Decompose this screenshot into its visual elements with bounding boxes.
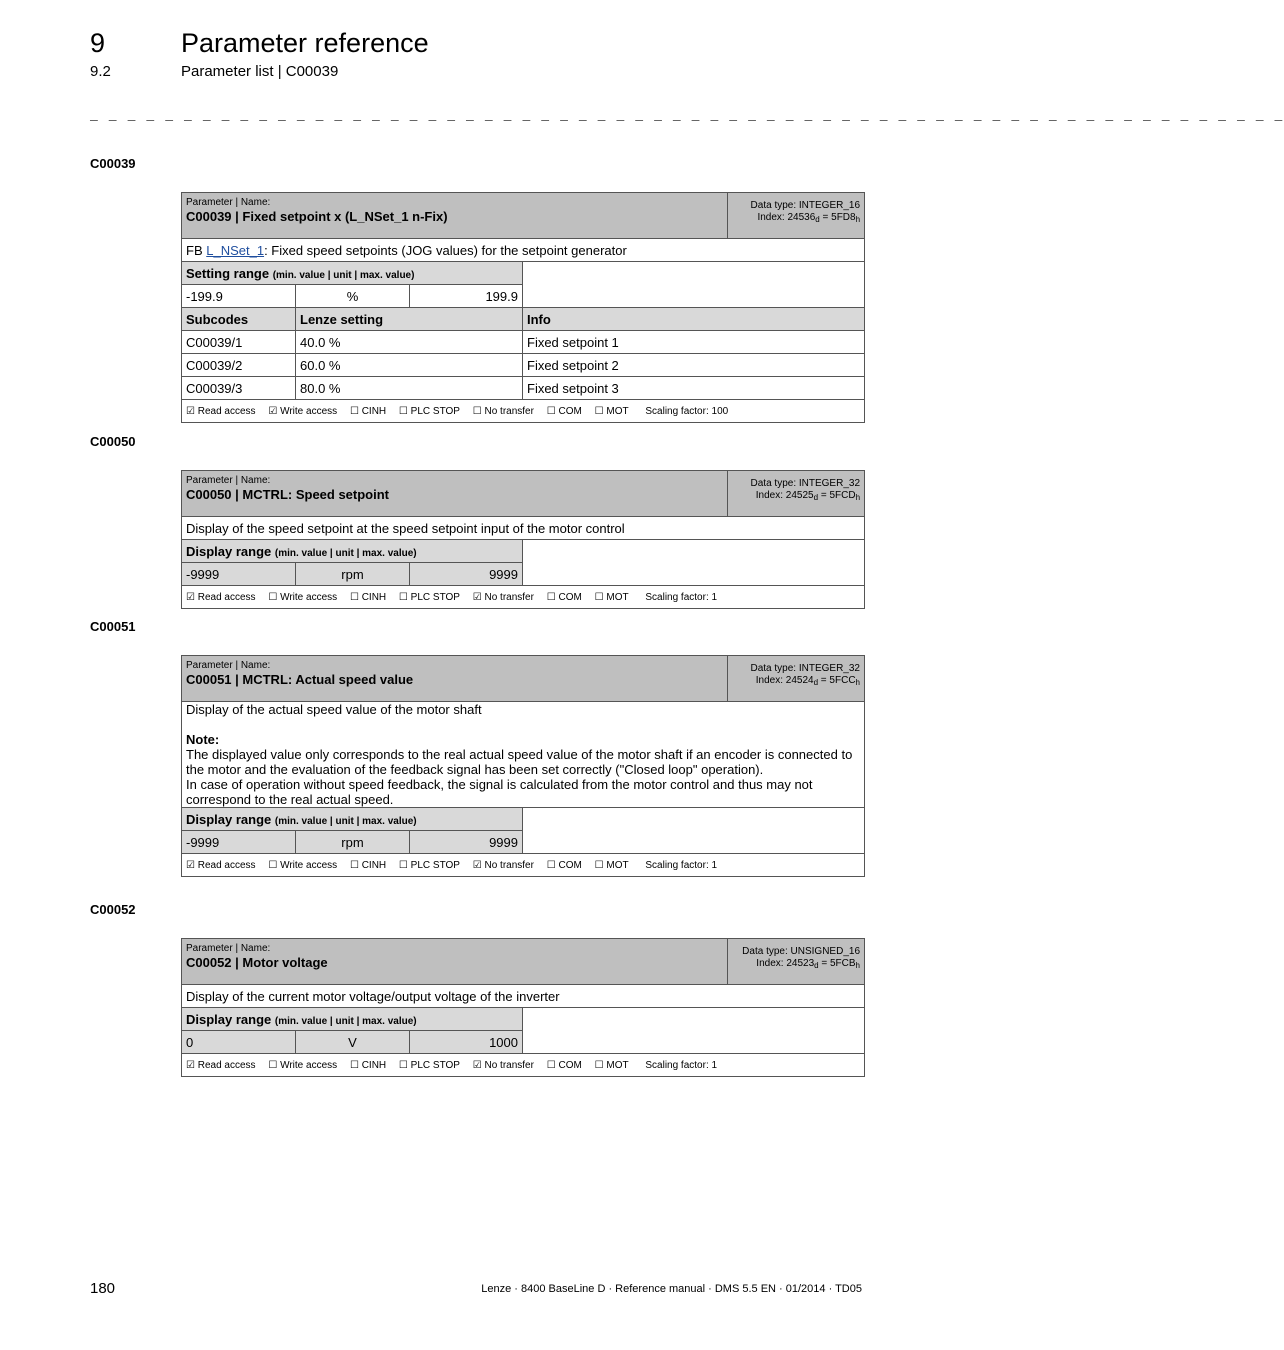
no-transfer-flag: ☑ No transfer <box>472 1059 534 1071</box>
chapter-number: 9 <box>90 28 106 58</box>
range-max: 199.9 <box>410 285 523 308</box>
read-access-flag: ☑ Read access <box>186 1059 256 1071</box>
param-name-cell <box>182 193 728 239</box>
com-flag: ☐ COM <box>546 591 582 603</box>
range-max: 1000 <box>410 1031 523 1054</box>
lenze-setting: 40.0 % <box>296 331 523 354</box>
param-table-c00050 <box>181 470 865 609</box>
lenze-setting-header: Lenze setting <box>296 308 523 331</box>
param-name-cell: Parameter | Name: C00050 | MCTRL: Speed setpoint <box>182 471 728 517</box>
cinh-flag: ☐ CINH <box>349 405 387 417</box>
range-unit: rpm <box>296 563 410 586</box>
read-access-flag: ☑ Read access <box>186 405 256 417</box>
access-flags <box>182 586 865 609</box>
info-header: Info <box>523 308 865 331</box>
plc-stop-flag: ☐ PLC STOP <box>398 405 460 417</box>
param-heading-c00050: C00050 <box>90 434 136 449</box>
com-flag: ☐ COM <box>546 859 582 871</box>
param-name: C00052 | Motor voltage <box>186 955 328 970</box>
header-rule: _ _ _ _ _ _ _ _ _ _ _ _ _ _ _ _ _ _ _ _ _ _ _ _ _ _ _ _ _ _ _ _ _ _ _ _ _ _ _ _ _ _ _ _ _ _ _ _ _ _ _ _ _ _ _ _ _ _ _ _ _ _ _ _ <box>90 108 1284 123</box>
lenze-setting: 60.0 % <box>296 354 523 377</box>
param-table-c00052 <box>181 938 865 1077</box>
write-access-flag: ☐ Write access <box>268 1059 338 1071</box>
display-range-header: Display range (min. value | unit | max. value) <box>182 540 523 563</box>
setting-range-header: Setting range (min. value | unit | max. value) <box>182 262 523 285</box>
param-description: Display of the actual speed value of the motor shaft Note: The displayed value only corresponds to the real actual speed value of the motor shaft if an encoder is connected to the motor and the evaluation of the feedback signal has been set correctly ("Closed loop" operation). In case of operation without speed feedback, the signal is calculated from the motor control and thus may not correspond to the real actual speed. <box>182 702 865 808</box>
page-number: 180 <box>90 1280 116 1297</box>
param-name: C00050 | MCTRL: Speed setpoint <box>186 487 390 502</box>
write-access-flag: ☐ Write access <box>268 859 338 871</box>
table-row <box>182 354 865 377</box>
scaling-factor: Scaling factor: 1 <box>645 859 718 871</box>
footer-doc-info: Lenze · 8400 BaseLine D · Reference manual · DMS 5.5 EN · 01/2014 · TD05 <box>481 1283 862 1295</box>
section-number: 9.2 <box>90 63 111 80</box>
range-blank <box>523 1008 865 1054</box>
data-type-cell: Data type: INTEGER_32 Index: $24525_d = 5FCD_h$ <box>728 471 865 517</box>
cinh-flag: ☐ CINH <box>349 1059 387 1071</box>
mot-flag: ☐ MOT <box>594 859 629 871</box>
plc-stop-flag: ☐ PLC STOP <box>398 1059 460 1071</box>
range-unit: rpm <box>296 831 410 854</box>
display-range-header: Display range (min. value | unit | max. value) <box>182 1008 523 1031</box>
note-label: Note: <box>186 732 220 747</box>
subcode: C00039/3 <box>182 377 296 400</box>
info: Fixed setpoint 2 <box>523 354 865 377</box>
info: Fixed setpoint 3 <box>523 377 865 400</box>
no-transfer-flag: ☑ No transfer <box>472 859 534 871</box>
cinh-flag: ☐ CINH <box>349 591 387 603</box>
note-text-1: The displayed value only corresponds to the real actual speed value of the motor shaft if an encoder is connected to the motor and the evaluation of the feedback signal has been set correctly ("Closed loop" operation). <box>186 747 853 777</box>
range-unit: V <box>296 1031 410 1054</box>
index-suffix: = 5FD8 <box>819 212 856 223</box>
data-type: Data type: INTEGER_16 <box>750 200 861 211</box>
data-type-cell: Data type: UNSIGNED_16 Index: $24523_d = 5FCB_h$ <box>728 939 865 985</box>
write-access-flag: ☐ Write access <box>268 591 338 603</box>
table-row <box>182 377 865 400</box>
range-blank <box>523 262 865 308</box>
access-flags <box>182 1054 865 1077</box>
param-heading-c00052: C00052 <box>90 902 136 917</box>
param-name-label: Parameter | Name: <box>186 197 271 208</box>
mot-flag: ☐ MOT <box>594 405 629 417</box>
param-table-c00051 <box>181 655 865 877</box>
com-flag: ☐ COM <box>546 1059 582 1071</box>
section-title: Parameter list | C00039 <box>181 63 339 80</box>
param-table-c00039 <box>181 192 865 423</box>
param-name-cell: Parameter | Name: C00051 | MCTRL: Actual speed value <box>182 656 728 702</box>
read-access-flag: ☑ Read access <box>186 591 256 603</box>
range-min: 0 <box>182 1031 296 1054</box>
cinh-flag: ☐ CINH <box>349 859 387 871</box>
info: Fixed setpoint 1 <box>523 331 865 354</box>
com-flag: ☐ COM <box>546 405 582 417</box>
param-name: C00051 | MCTRL: Actual speed value <box>186 672 414 687</box>
read-access-flag: ☑ Read access <box>186 859 256 871</box>
param-name: C00039 | Fixed setpoint x (L_NSet_1 n-Fix) <box>186 209 448 224</box>
data-type-cell: Data type: INTEGER_16 Index: $24536_d = 5FD8_h$ <box>728 193 865 239</box>
range-unit: % <box>296 285 410 308</box>
plc-stop-flag: ☐ PLC STOP <box>398 859 460 871</box>
write-access-flag: ☑ Write access <box>268 405 338 417</box>
range-max: 9999 <box>410 831 523 854</box>
range-max: 9999 <box>410 563 523 586</box>
note-text-2: In case of operation without speed feedback, the signal is calculated from the motor control and thus may not correspond to the real actual speed. <box>186 777 813 807</box>
subcodes-header: Subcodes <box>182 308 296 331</box>
range-blank <box>523 540 865 586</box>
range-min: -9999 <box>182 831 296 854</box>
range-min: -199.9 <box>182 285 296 308</box>
chapter-title: Parameter reference <box>181 28 429 58</box>
display-range-header: Display range (min. value | unit | max. value) <box>182 808 523 831</box>
mot-flag: ☐ MOT <box>594 1059 629 1071</box>
range-min: -9999 <box>182 563 296 586</box>
param-description: Display of the speed setpoint at the speed setpoint input of the motor control <box>182 517 865 540</box>
scaling-factor: Scaling factor: 1 <box>645 1059 718 1071</box>
no-transfer-flag: ☐ No transfer <box>472 405 534 417</box>
param-heading-c00039: C00039 <box>90 156 136 171</box>
subcode: C00039/1 <box>182 331 296 354</box>
scaling-factor: Scaling factor: 100 <box>645 405 729 417</box>
range-blank <box>523 808 865 854</box>
data-type-cell: Data type: INTEGER_32 Index: $24524_d = 5FCC_h$ <box>728 656 865 702</box>
param-heading-c00051: C00051 <box>90 619 136 634</box>
no-transfer-flag: ☑ No transfer <box>472 591 534 603</box>
plc-stop-flag: ☐ PLC STOP <box>398 591 460 603</box>
lenze-setting: 80.0 % <box>296 377 523 400</box>
subcode: C00039/2 <box>182 354 296 377</box>
scaling-factor: Scaling factor: 1 <box>645 591 718 603</box>
index-prefix: Index: 24536 <box>757 212 816 223</box>
access-flags <box>182 400 865 423</box>
table-row <box>182 331 865 354</box>
fb-link[interactable]: L_NSet_1 <box>206 242 265 258</box>
param-description: Display of the current motor voltage/output voltage of the inverter <box>182 985 865 1008</box>
param-name-cell: Parameter | Name: C00052 | Motor voltage <box>182 939 728 985</box>
param-description: FB L_NSet_1: Fixed speed setpoints (JOG values) for the setpoint generator <box>182 239 865 262</box>
mot-flag: ☐ MOT <box>594 591 629 603</box>
access-flags <box>182 854 865 877</box>
